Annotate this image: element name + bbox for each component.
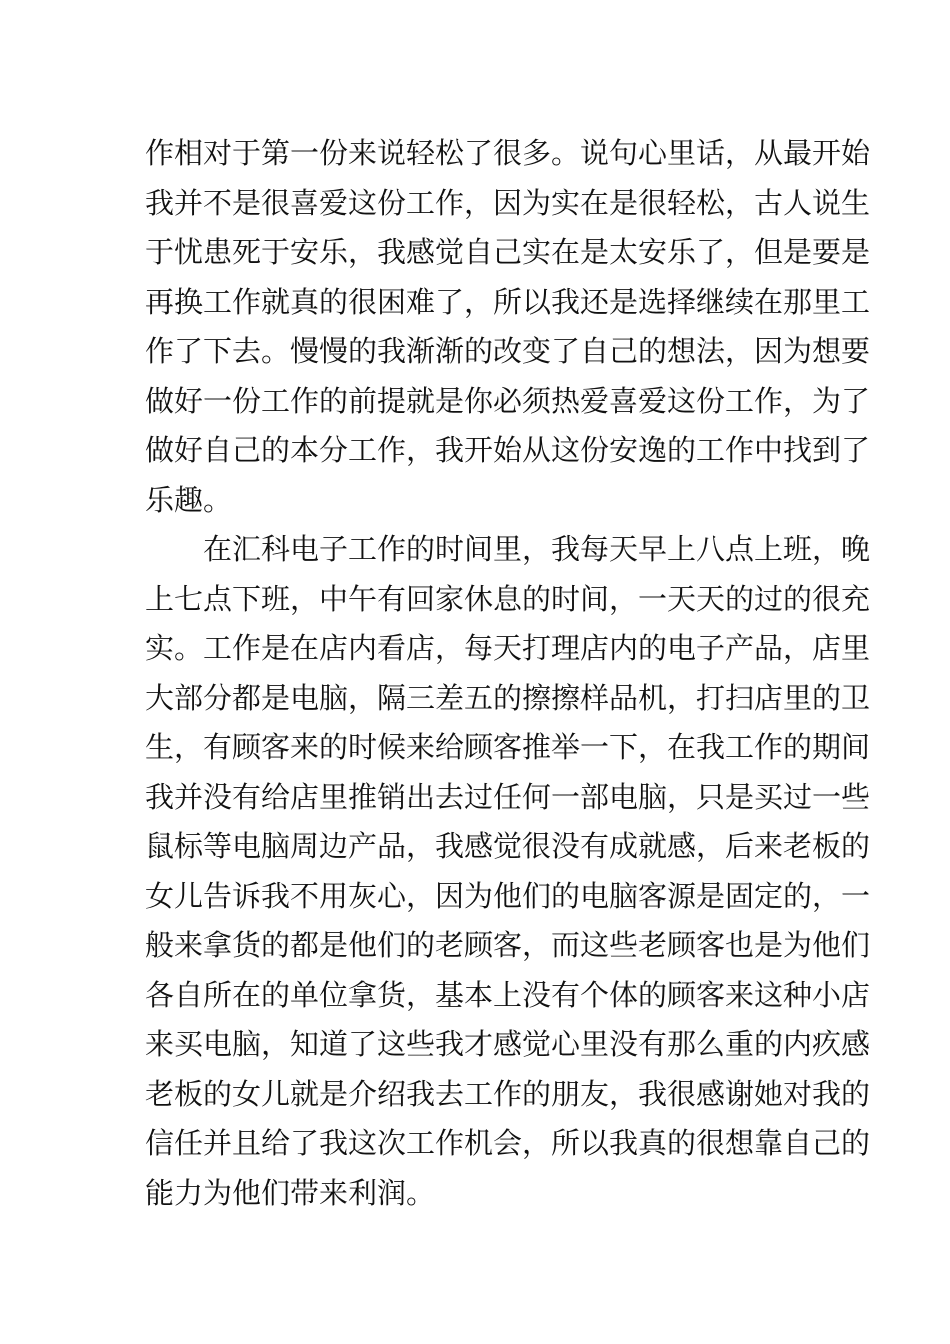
text-line: 来买电脑，知道了这些我才感觉心里没有那么重的内疚感 xyxy=(145,1027,871,1061)
text-line: 各自所在的单位拿货，基本上没有个体的顾客来这种小店 xyxy=(145,977,871,1012)
text-line: 老板的女儿就是介绍我去工作的朋友，我很感谢她对我的 xyxy=(145,1076,871,1111)
text-line: 乐趣。 xyxy=(145,482,233,517)
text-line: 我并没有给店里推销出去过任何一部电脑，只是买过一些 xyxy=(145,779,871,814)
text-line: 再换工作就真的很困难了，所以我还是选择继续在那里工 xyxy=(145,284,871,319)
text-line: 能力为他们带来利润。 xyxy=(145,1175,436,1210)
text-line: 鼠标等电脑周边产品，我感觉很没有成就感，后来老板的 xyxy=(145,829,871,863)
text-line: 生，有顾客来的时候来给顾客推举一下，在我工作的期间 xyxy=(145,730,871,764)
text-line: 信任并且给了我这次工作机会，所以我真的很想靠自己的 xyxy=(145,1126,871,1160)
text-line: 上七点下班，中午有回家休息的时间，一天天的过的很充 xyxy=(145,581,871,616)
text-line: 作了下去。慢慢的我渐渐的改变了自己的想法，因为想要 xyxy=(145,334,871,368)
body-text xyxy=(145,129,871,1218)
text-line: 大部分都是电脑，隔三差五的擦擦样品机，打扫店里的卫 xyxy=(145,680,871,715)
text-line: 作相对于第一份来说轻松了很多。说句心里话，从最开始 xyxy=(145,136,871,170)
paragraph-1 xyxy=(145,129,871,525)
text-line: 实。工作是在店内看店，每天打理店内的电子产品，店里 xyxy=(145,631,871,665)
text-line: 做好一份工作的前提就是你必须热爱喜爱这份工作，为了 xyxy=(145,383,871,418)
text-line: 女儿告诉我不用灰心，因为他们的电脑客源是固定的，一 xyxy=(145,878,871,913)
paragraph-2 xyxy=(145,525,871,1218)
text-line: 于忧患死于安乐，我感觉自己实在是太安乐了，但是要是 xyxy=(145,235,871,269)
text-line: 我并不是很喜爱这份工作，因为实在是很轻松，古人说生 xyxy=(145,185,871,220)
text-line: 在汇科电子工作的时间里，我每天早上八点上班，晚 xyxy=(145,532,871,566)
text-line: 做好自己的本分工作，我开始从这份安逸的工作中找到了 xyxy=(145,433,871,467)
text-line: 般来拿货的都是他们的老顾客，而这些老顾客也是为他们 xyxy=(145,928,871,962)
